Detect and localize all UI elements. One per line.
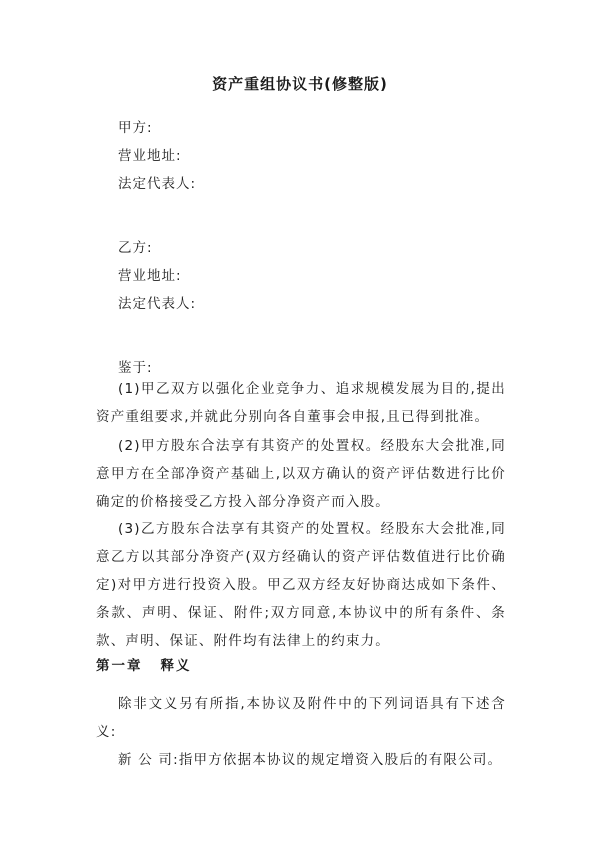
clause-3	[96, 515, 506, 655]
clause-1-text: (1)甲乙双方以强化企业竞争力、追求规模发展为目的,提出资产重组要求,并就此分别向各自董事会申报,且已得到批准。	[96, 381, 506, 425]
party-a-address-label: 营业地址:	[118, 148, 182, 164]
clause-3-text: (3)乙方股东合法享有其资产的处置权。经股东大会批准,同意乙方以其部分净资产(双方经确认的资产评估数值进行比价确定)对甲方进行投资入股。甲乙双方经友好协商达成如下条件、条款、声明、保证、附件;双方同意,本协议中的所有条件、条款、声明、保证、附件均有法律上的约束力。	[96, 521, 506, 649]
definition-new-company: 新 公 司:指甲方依据本协议的规定增资入股后的有限公司。	[118, 752, 503, 768]
clause-2-text: (2)甲方股东合法享有其资产的处置权。经股东大会批准,同意甲方在全部净资产基础上,以双方确认的资产评估数进行比价确定的价格接受乙方投入部分净资产而入股。	[96, 438, 506, 510]
chapter-name: 释义	[160, 658, 192, 674]
chapter-heading	[96, 654, 192, 674]
document-title: 资产重组协议书(修整版)	[212, 75, 388, 93]
whereas-heading: 鉴于:	[118, 360, 153, 376]
chapter-number: 第一章	[96, 658, 143, 674]
clause-2	[96, 432, 506, 516]
definitions-intro	[96, 690, 506, 746]
party-b-representative-label: 法定代表人:	[118, 296, 197, 312]
clause-1	[96, 375, 506, 431]
party-b-name-label: 乙方:	[118, 240, 153, 256]
party-b-address-label: 营业地址:	[118, 268, 182, 284]
definitions-intro-text: 除非文义另有所指,本协议及附件中的下列词语具有下述含义:	[96, 696, 506, 740]
party-a-name-label: 甲方:	[118, 120, 153, 136]
party-a-representative-label: 法定代表人:	[118, 176, 197, 192]
